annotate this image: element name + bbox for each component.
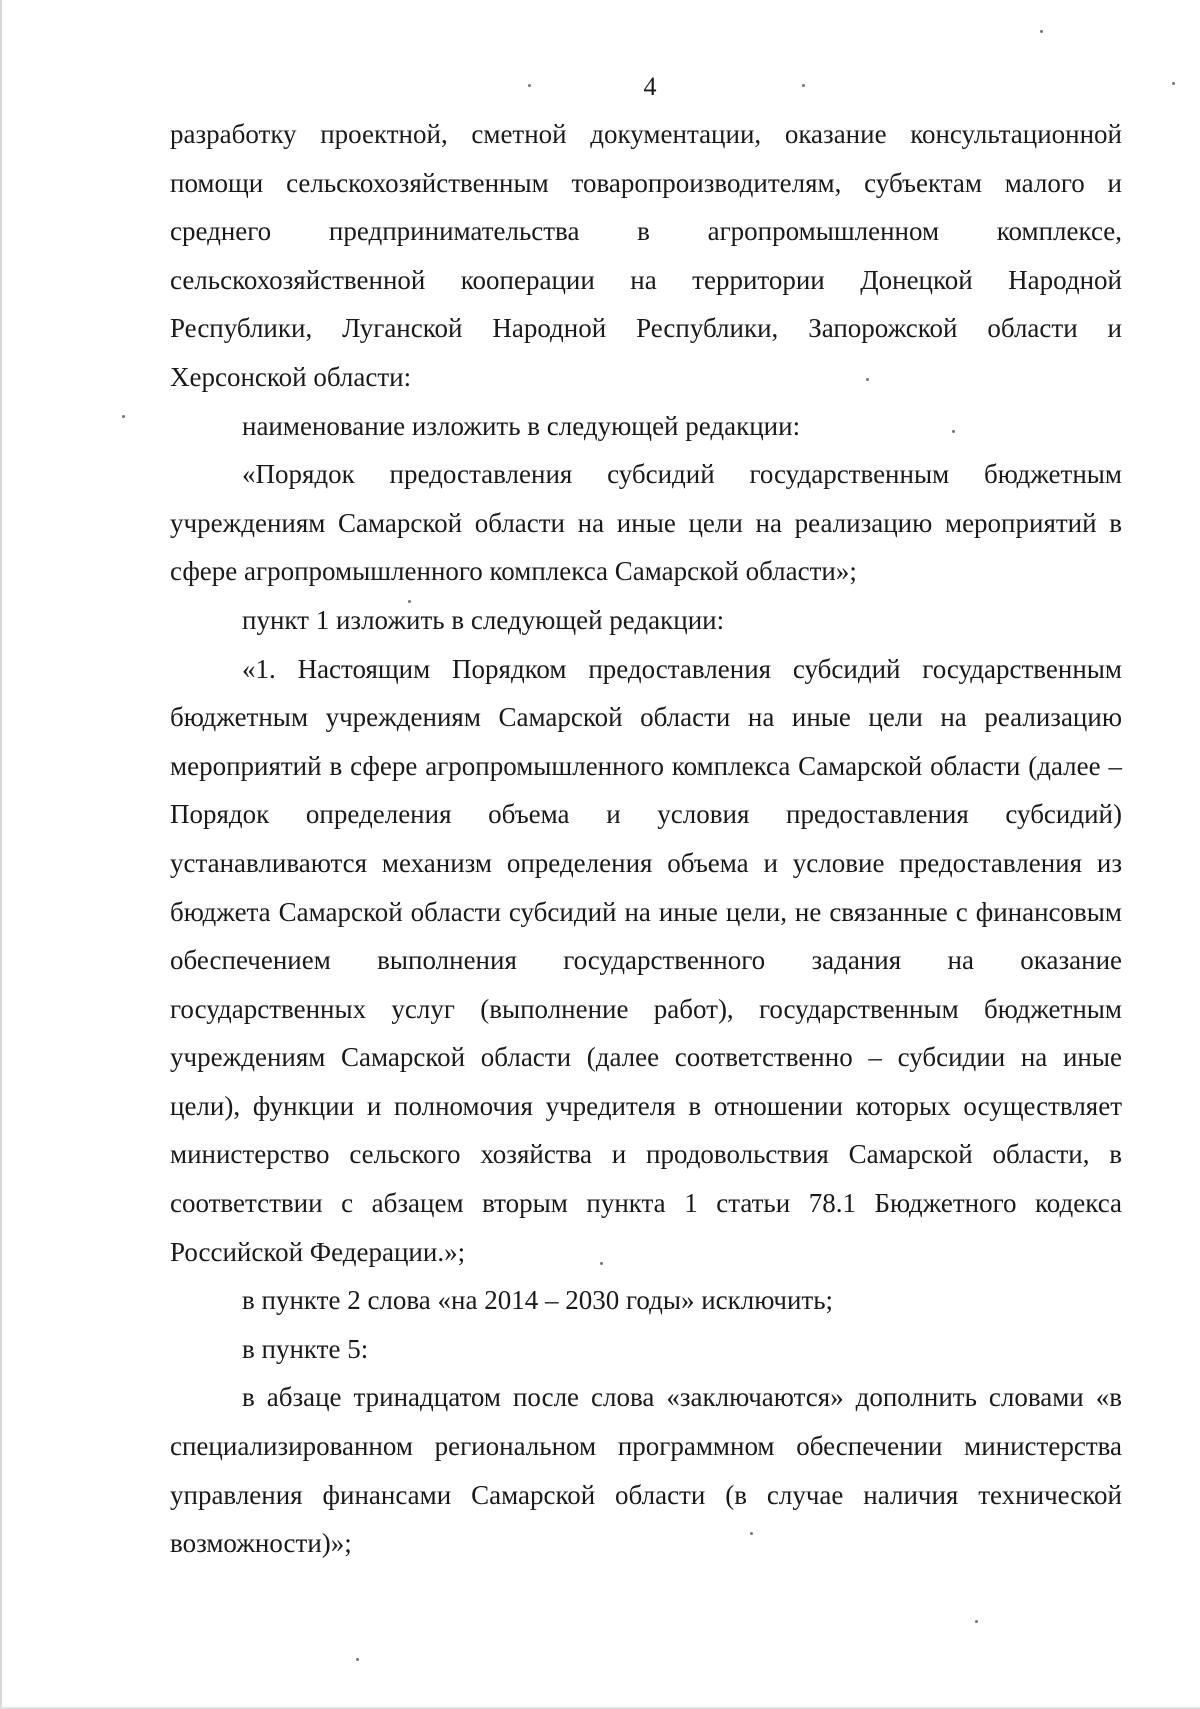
page-number: 4 [643, 72, 657, 101]
paragraph: в пункте 5: [242, 1333, 369, 1364]
scan-speck [356, 1658, 359, 1661]
scan-left-edge [0, 0, 2, 1709]
paragraph: в пункте 2 слова «на 2014 – 2030 годы» исключить; [242, 1285, 834, 1316]
paragraph: «Порядок предоставления субсидий государственным бюджетным учреждениям Самарской области на иные цели на реализацию мероприятий в сфере агропромышленного комплекса Самарской области»; [170, 459, 1122, 587]
paragraph: разработку проектной, сметной документации, оказание консультационной помощи сельскохозяйственным товаропроизводителям, субъектам малого и среднего предпринимательства в агропромышленном комплексе, сельскохозяйственной кооперации на территории Донецкой Народной Республики, Луганской Народной Республики, Запорожской области и Херсонской области: [170, 119, 1122, 392]
paragraph: «1. Настоящим Порядком предоставления субсидий государственным бюджетным учреждениям Самарской области на иные цели на реализацию мероприятий в сфере агропромышленного комплекса Самарской области (далее – Порядок определения объема и условия предоставления субсидий) устанавливаются механизм определения объема и условие предоставления из бюджета Самарской области субсидий на иные цели, не связанные с финансовым обеспечением выполнения государственного задания на оказание государственных услуг (выполнение работ), государственным бюджетным учреждениям Самарской области (далее соответственно – субсидии на иные цели), функции и полномочия учредителя в отношении которых осуществляет министерство сельского хозяйства и продовольствия Самарской области, в соответствии с абзацем вторым пункта 1 статьи 78.1 Бюджетного кодекса Российской Федерации.»; [170, 653, 1122, 1267]
document-body [170, 110, 1122, 1568]
paragraph: пункт 1 изложить в следующей редакции: [242, 604, 725, 635]
paragraph: в абзаце тринадцатом после слова «заключаются» дополнить словами «в специализированном региональном программном обеспечении министерства управления финансами Самарской области (в случае наличия технической возможности)»; [170, 1382, 1122, 1559]
scan-speck [122, 415, 125, 418]
scan-speck [1040, 30, 1043, 33]
scan-speck [975, 1620, 978, 1623]
paragraph: наименование изложить в следующей редакции: [242, 410, 801, 441]
